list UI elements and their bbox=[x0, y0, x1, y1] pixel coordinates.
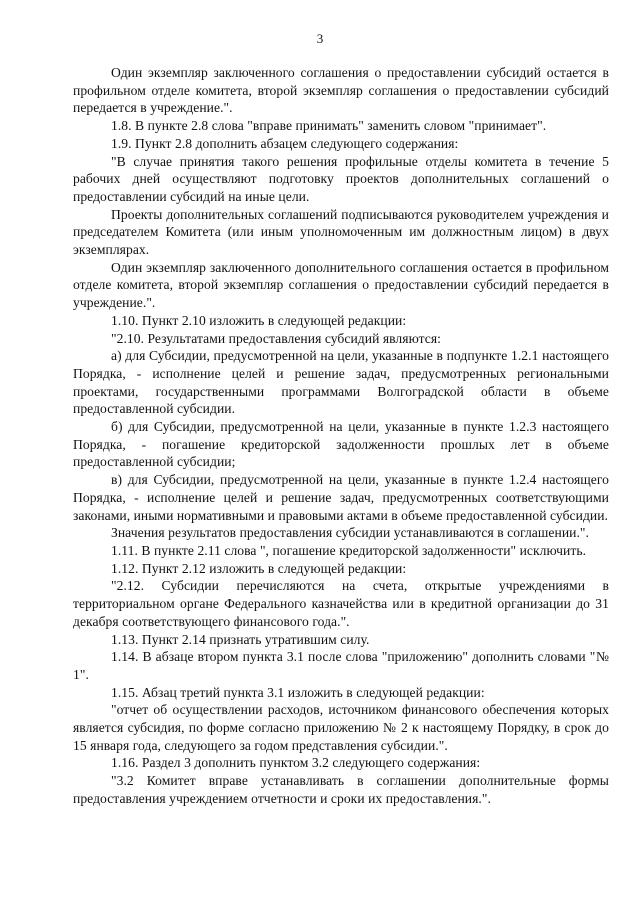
paragraph-item-b: б) для Субсидии, предусмотренной на цели, указанные в пункте 1.2.3 настоящего Порядка, - погашение кредиторской задолженности прошлых лет в объеме предоставленной субсидии; bbox=[73, 419, 609, 470]
paragraph-additional-agreement-copy: Один экземпляр заключенного дополнительного соглашения остается в профильном отделе комитета, второй экземпляр соглашения о предоставлении субсидий передается в учреждение.". bbox=[73, 259, 609, 311]
paragraph-1-13: 1.13. Пункт 2.14 признать утратившим силу. bbox=[111, 631, 370, 647]
paragraph-1-14: 1.14. В абзаце втором пункта 3.1 после слова "приложению" дополнить словами "№ 1". bbox=[73, 649, 609, 682]
paragraph-agreement-copy: Один экземпляр заключенного соглашения о предоставлении субсидий остается в профильном отделе комитета, второй экземпляр соглашения о предоставлении субсидий передается в учреждение.". bbox=[73, 65, 609, 116]
paragraph-2-12: "2.12. Субсидии перечисляются на счета, открытые учреждениями в территориальном органе Федерального казначейства или в кредитной организации до 31 декабря соответствующего финансового года.". bbox=[73, 578, 609, 629]
page-number: 3 bbox=[316, 31, 324, 46]
paragraph-1-9: 1.9. Пункт 2.8 дополнить абзацем следующего содержания: bbox=[111, 135, 459, 151]
paragraph-result-values: Значения результатов предоставления субсидии устанавливаются в соглашении.". bbox=[111, 525, 589, 541]
document-body bbox=[73, 64, 609, 808]
paragraph-decision-case: "В случае принятия такого решения профильные отделы комитета в течение 5 рабочих дней осуществляют подготовку проектов дополнительных соглашений о предоставлении субсидий на иные цели. bbox=[73, 153, 609, 204]
paragraph-2-10: "2.10. Результатами предоставления субсидий являются: bbox=[111, 330, 441, 346]
paragraph-1-10: 1.10. Пункт 2.10 изложить в следующей редакции: bbox=[111, 312, 407, 328]
paragraph-3-2: "3.2 Комитет вправе устанавливать в соглашении дополнительные формы предоставления учреждением отчетности и сроки их предоставления.". bbox=[73, 773, 609, 806]
paragraph-1-11: 1.11. В пункте 2.11 слова ", погашение кредиторской задолженности" исключить. bbox=[111, 542, 587, 558]
paragraph-1-16: 1.16. Раздел 3 дополнить пунктом 3.2 следующего содержания: bbox=[111, 755, 481, 771]
paragraph-item-v: в) для Субсидии, предусмотренной на цели, указанные в пункте 1.2.4 настоящего Порядка, - исполнение целей и решение задач, предусмотренных соответствующими законами, иными нормативными и правовыми актами в объеме предоставленной субсидии. bbox=[73, 472, 609, 523]
paragraph-1-12: 1.12. Пункт 2.12 изложить в следующей редакции: bbox=[111, 560, 407, 576]
paragraph-report-text: "отчет об осуществлении расходов, источником финансового обеспечения которых является субсидия, по форме согласно приложению № 2 к настоящему Порядку, в срок до 15 января года, следующего за годом представления субсидии.". bbox=[73, 702, 609, 753]
paragraph-draft-signing: Проекты дополнительных соглашений подписываются руководителем учреждения и председателем Комитета (или иным уполномоченным им должностным лицом) в двух экземплярах. bbox=[73, 206, 609, 258]
paragraph-item-a: а) для Субсидии, предусмотренной на цели, указанные в подпункте 1.2.1 настоящего Порядка, - исполнение целей и решение задач, предусмотренных региональными проектами, государственными программами Волгоградской области в объеме предоставленной субсидии. bbox=[73, 348, 609, 417]
paragraph-1-15: 1.15. Абзац третий пункта 3.1 изложить в следующей редакции: bbox=[111, 684, 485, 700]
paragraph-1-8: 1.8. В пункте 2.8 слова "вправе принимать" заменить словом "принимает". bbox=[111, 118, 547, 134]
